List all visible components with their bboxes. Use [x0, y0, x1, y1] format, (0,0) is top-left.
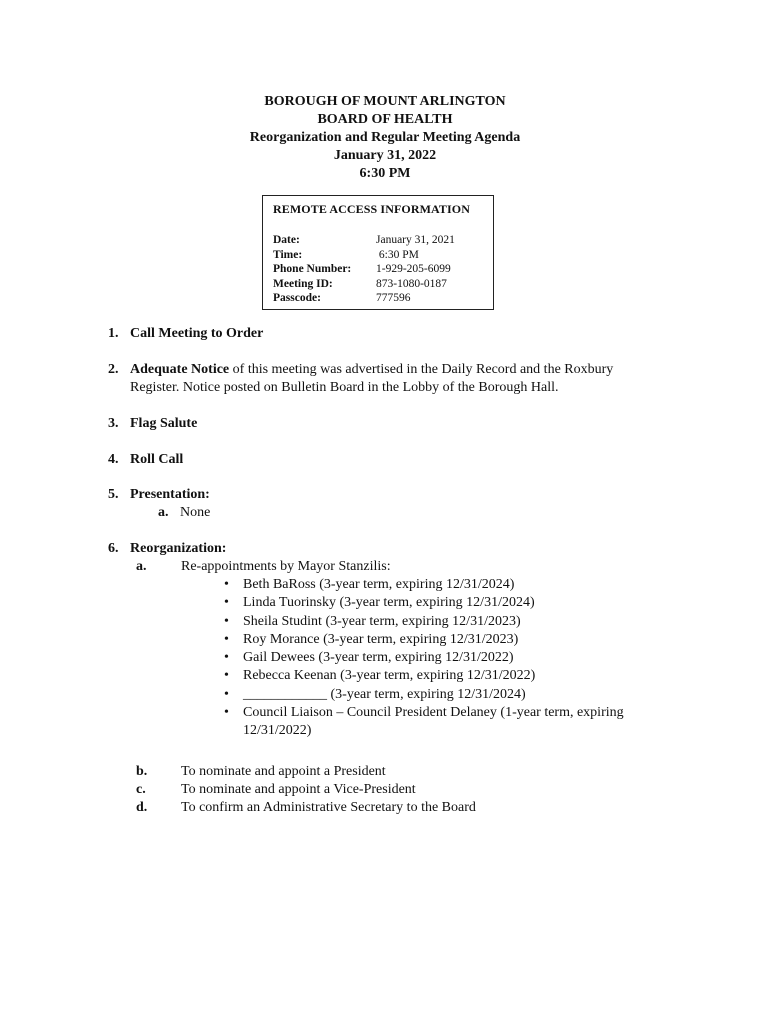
remote-value: 777596 [376, 292, 411, 305]
list-item-text: Linda Tuorinsky (3-year term, expiring 12/31/2024) [243, 595, 535, 611]
sub-text: To nominate and appoint a Vice-President [181, 782, 416, 797]
remote-row-passcode [273, 291, 483, 306]
agenda-item-presentation [108, 486, 210, 504]
item-title: Flag Salute [130, 416, 198, 431]
header-borough: BOROUGH OF MOUNT ARLINGTON [264, 94, 506, 109]
agenda-item-roll-call [108, 451, 183, 469]
sub-text: To confirm an Administrative Secretary to the Board [181, 800, 476, 815]
list-item-text: ____________ (3-year term, expiring 12/31/2024) [243, 686, 526, 702]
bullet-icon: • [224, 650, 229, 666]
list-item-text: Council Liaison – Council President Delaney (1-year term, expiring 12/31/2022) [243, 705, 624, 739]
remote-value: 1-929-205-6099 [376, 263, 451, 276]
bullet-icon: • [224, 613, 229, 629]
remote-label: Date: [273, 234, 300, 246]
item-title: Reorganization: [130, 541, 227, 556]
list-item-text: Gail Dewees (3-year term, expiring 12/31/2022) [243, 650, 514, 666]
reorganization-sub-b [136, 763, 386, 781]
item-title: Presentation: [130, 487, 210, 502]
sub-label: a. [136, 559, 147, 574]
bullet-icon: • [224, 668, 229, 684]
list-item [222, 613, 672, 631]
remote-value: 873-1080-0187 [376, 277, 447, 290]
reorganization-sub-c [136, 781, 416, 799]
list-item [222, 667, 672, 685]
item-number: 4. [108, 452, 119, 467]
item-title: Adequate Notice [130, 362, 230, 377]
list-item [222, 576, 672, 594]
remote-row-time [273, 248, 483, 263]
reorganization-sub-a [136, 558, 391, 576]
remote-label: Meeting ID: [273, 277, 333, 290]
list-item-text: Sheila Studint (3-year term, expiring 12/31/2023) [243, 613, 521, 629]
list-item-text: Roy Morance (3-year term, expiring 12/31/2023) [243, 631, 519, 647]
sub-label: c. [136, 782, 146, 797]
sub-text: None [180, 505, 211, 520]
bullet-icon: • [224, 577, 229, 592]
remote-label: Passcode: [273, 292, 321, 305]
item-text: of this meeting was advertised in the Daily Record and the Roxbury [229, 362, 614, 377]
agenda-item-flag-salute [108, 415, 197, 433]
item-number: 6. [108, 541, 119, 556]
reappointment-list [222, 576, 672, 741]
document-header [0, 93, 770, 183]
notice-text-continued: Register. Notice posted on Bulletin Board in the Lobby of the Borough Hall. [130, 380, 559, 395]
bullet-icon: • [224, 686, 229, 702]
remote-value: 6:30 PM [376, 248, 419, 261]
list-item-text: Rebecca Keenan (3-year term, expiring 12/31/2022) [243, 668, 536, 684]
agenda-item-reorganization [108, 540, 226, 558]
remote-access-table [273, 233, 483, 306]
sub-text: Re-appointments by Mayor Stanzilis: [181, 559, 391, 574]
list-item-text: Beth BaRoss (3-year term, expiring 12/31/2024) [243, 577, 515, 592]
remote-value: January 31, 2021 [376, 234, 455, 246]
item-number: 1. [108, 326, 119, 341]
item-number: 3. [108, 416, 119, 431]
remote-access-box [262, 195, 494, 310]
remote-row-meeting-id [273, 277, 483, 292]
sub-label: a. [158, 505, 169, 520]
bullet-icon: • [224, 705, 229, 721]
list-item [222, 686, 672, 704]
header-agenda-title: Reorganization and Regular Meeting Agenda [249, 130, 521, 145]
agenda-item-adequate-notice [108, 361, 668, 379]
remote-label: Phone Number: [273, 263, 352, 276]
presentation-sub-a [158, 504, 210, 522]
sub-text: To nominate and appoint a President [181, 764, 386, 779]
item-title: Roll Call [130, 452, 184, 467]
header-date: January 31, 2022 [333, 148, 437, 163]
bullet-icon: • [224, 595, 229, 611]
sub-label: d. [136, 800, 148, 815]
item-number: 2. [108, 362, 119, 377]
list-item [222, 704, 672, 741]
reorganization-sub-d [136, 799, 476, 817]
remote-row-phone [273, 262, 483, 277]
remote-label: Time: [273, 248, 303, 261]
item-title: Call Meeting to Order [130, 326, 264, 341]
header-time: 6:30 PM [359, 166, 411, 181]
item-number: 5. [108, 487, 119, 502]
header-board: BOARD OF HEALTH [317, 112, 453, 127]
list-item [222, 631, 672, 649]
bullet-icon: • [224, 631, 229, 647]
sub-label: b. [136, 764, 148, 779]
remote-access-title: REMOTE ACCESS INFORMATION [273, 202, 470, 216]
list-item [222, 649, 672, 667]
list-item [222, 594, 672, 612]
remote-row-date [273, 233, 483, 248]
agenda-item-call-to-order [108, 325, 263, 343]
